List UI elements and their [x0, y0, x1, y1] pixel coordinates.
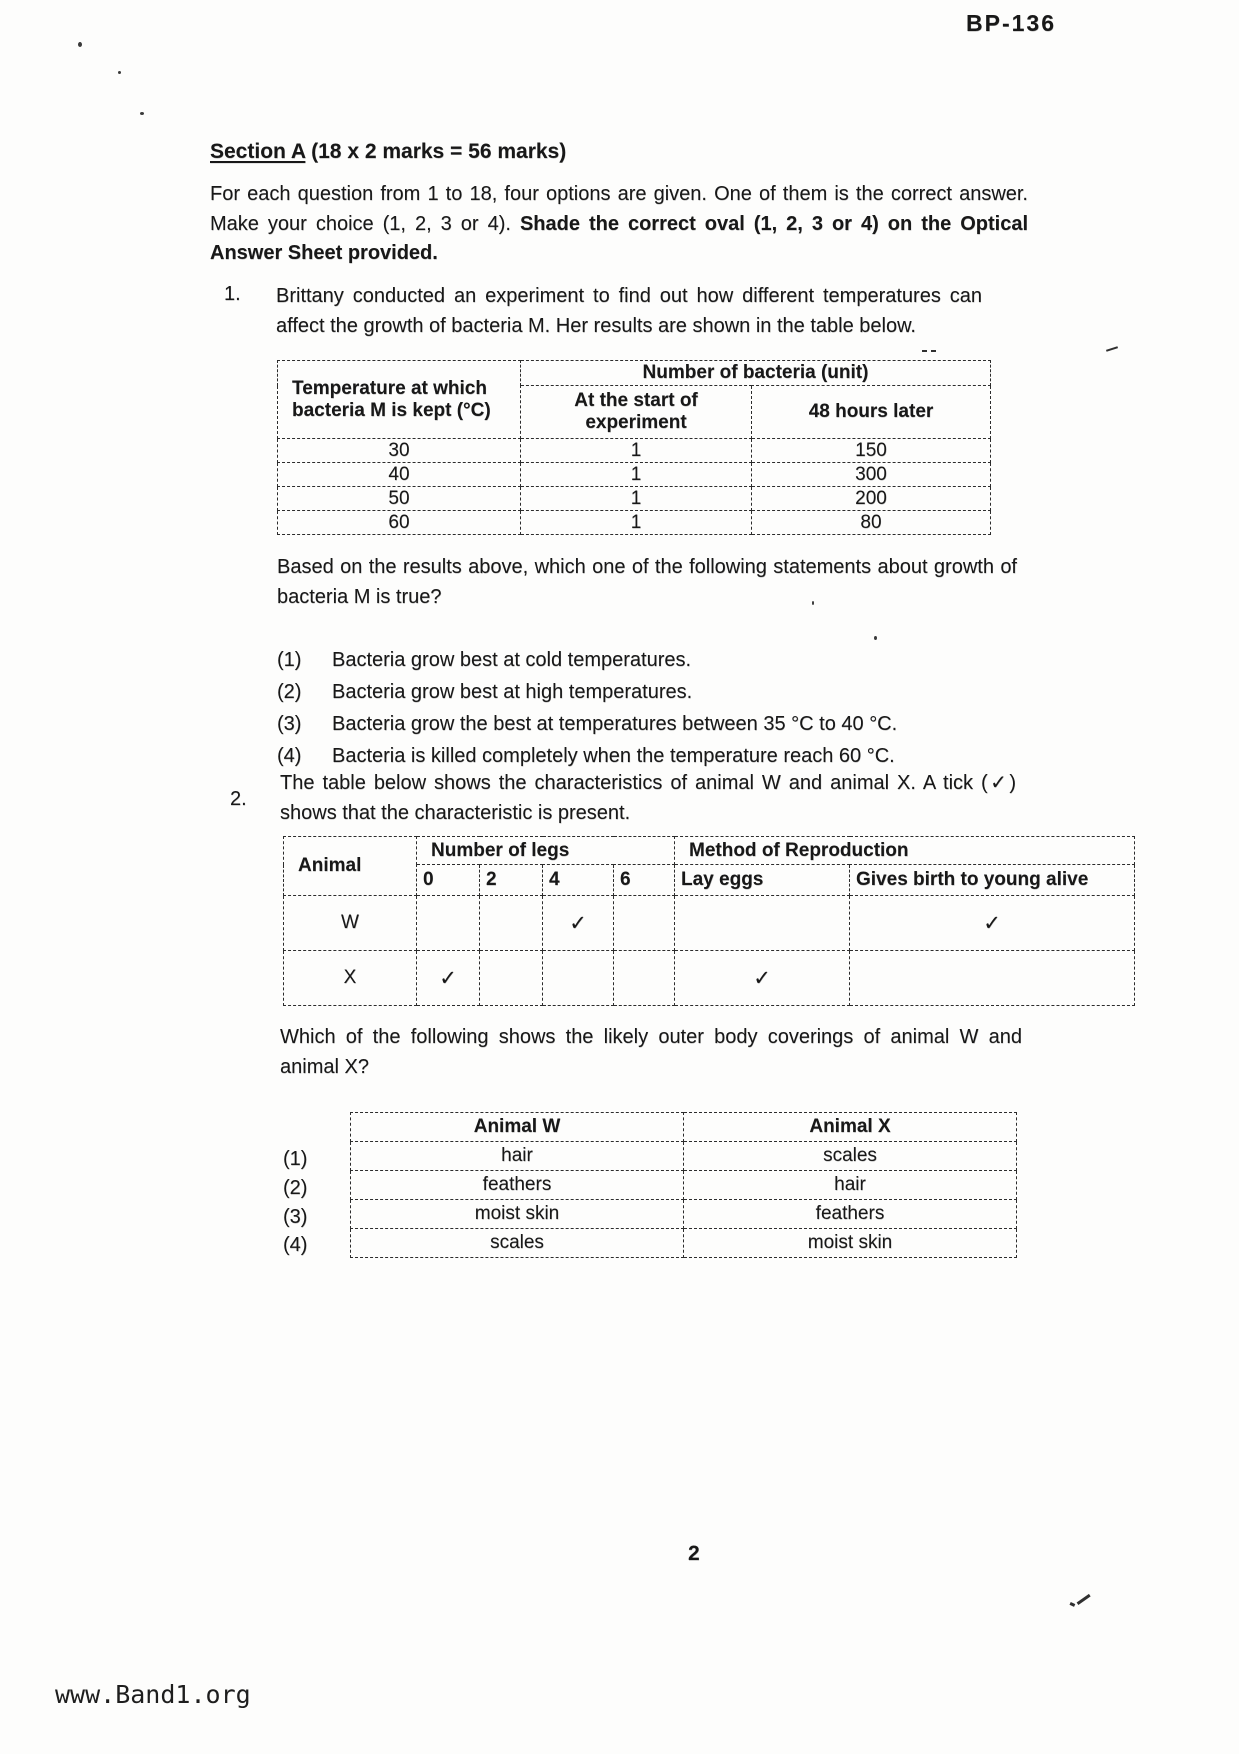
later-cell: 200 — [752, 487, 991, 511]
instructions-normal: For each question from 1 to 18, four options are given. One of them is the correct answer. Make your choice (1, 2, 3 or 4). — [210, 183, 1028, 235]
table-row — [278, 439, 991, 463]
table1-temp-header: Temperature at which bacteria M is kept (°C) — [278, 361, 521, 439]
section-heading — [210, 140, 566, 164]
covering-w-cell: scales — [351, 1229, 684, 1258]
scan-artifact — [874, 636, 877, 640]
start-cell: 1 — [521, 463, 752, 487]
tick-cell — [480, 896, 543, 951]
legs-col-header: 6 — [614, 865, 675, 896]
covering-x-cell: moist skin — [684, 1229, 1017, 1258]
option-number: (4) — [277, 745, 302, 767]
temp-cell: 60 — [278, 511, 521, 535]
animal-cell: W — [284, 896, 417, 951]
scan-artifact — [1070, 1602, 1076, 1606]
start-cell: 1 — [521, 439, 752, 463]
tick-cell: ✓ — [850, 896, 1135, 951]
scan-artifact — [118, 71, 121, 74]
option-3 — [277, 708, 897, 740]
start-cell: 1 — [521, 511, 752, 535]
table1-later-header: 48 hours later — [752, 386, 991, 439]
table-row — [284, 951, 1135, 1006]
covering-x-cell: scales — [684, 1142, 1017, 1171]
option-text: Bacteria is killed completely when the temperature reach 60 °C. — [332, 745, 895, 767]
option-label-3: (3) — [283, 1206, 308, 1228]
repro-col-header: Lay eggs — [675, 865, 850, 896]
option-2 — [277, 676, 897, 708]
question-1-number: 1. — [224, 283, 241, 305]
tick-cell — [614, 951, 675, 1006]
body-coverings-options-table — [350, 1112, 1017, 1258]
page-number: 2 — [688, 1542, 700, 1565]
animal-cell: X — [284, 951, 417, 1006]
temp-cell: 50 — [278, 487, 521, 511]
question-1-prompt: Brittany conducted an experiment to find out how different temperatures can affect the growth of bacteria M. Her results are shown in the table below. — [276, 285, 982, 337]
table-row — [278, 487, 991, 511]
start-cell: 1 — [521, 487, 752, 511]
animal-characteristics-table — [283, 836, 1135, 1006]
option-number: (1) — [277, 649, 302, 671]
tick-cell — [614, 896, 675, 951]
footer-site-url: www.Band1.org — [55, 1680, 251, 1709]
table-row — [351, 1142, 1017, 1171]
table3-header-w: Animal W — [351, 1113, 684, 1142]
temp-cell: 30 — [278, 439, 521, 463]
scan-artifact — [78, 42, 82, 47]
question-2-number: 2. — [230, 788, 247, 810]
section-instructions — [210, 180, 1028, 269]
option-label-4: (4) — [283, 1234, 308, 1256]
table-row — [351, 1171, 1017, 1200]
tick-cell: ✓ — [417, 951, 480, 1006]
scan-artifact — [1077, 1594, 1091, 1605]
option-label-2: (2) — [283, 1177, 308, 1199]
scan-artifact — [1106, 346, 1118, 352]
repro-col-header: Gives birth to young alive — [850, 865, 1135, 896]
covering-x-cell: feathers — [684, 1200, 1017, 1229]
covering-w-cell: feathers — [351, 1171, 684, 1200]
doc-code: BP-136 — [966, 10, 1056, 36]
tick-cell: ✓ — [675, 951, 850, 1006]
option-number: (2) — [277, 681, 302, 703]
question-2-prompt: The table below shows the characteristics of animal W and animal X. A tick (✓) shows that the characteristic is present. — [280, 772, 1016, 824]
table2-animal-header: Animal — [284, 837, 417, 896]
question-2-stem: Which of the following shows the likely outer body coverings of animal W and animal X? — [280, 1026, 1022, 1078]
instructions-bold: Shade the correct oval (1, 2, 3 or 4) on the Optical Answer Sheet provided. — [210, 212, 1028, 264]
table2-repro-group-header: Method of Reproduction — [675, 837, 1135, 865]
option-text: Bacteria grow best at high temperatures. — [332, 681, 693, 703]
question-1-options — [277, 644, 897, 772]
legs-col-header: 4 — [543, 865, 614, 896]
scan-artifact — [931, 350, 936, 352]
section-title: Section A — [210, 140, 306, 163]
table-row — [351, 1229, 1017, 1258]
tick-cell — [480, 951, 543, 1006]
table-row — [278, 463, 991, 487]
table1-start-header: At the start of experiment — [521, 386, 752, 439]
tick-cell: ✓ — [543, 896, 614, 951]
table1-group-header: Number of bacteria (unit) — [521, 361, 991, 386]
covering-x-cell: hair — [684, 1171, 1017, 1200]
tick-cell — [675, 896, 850, 951]
table-row — [351, 1200, 1017, 1229]
scan-artifact — [922, 350, 927, 352]
option-text: Bacteria grow best at cold temperatures. — [332, 649, 692, 671]
section-title-suffix: (18 x 2 marks = 56 marks) — [305, 140, 567, 163]
option-text: Bacteria grow the best at temperatures between 35 °C to 40 °C. — [332, 713, 898, 735]
covering-w-cell: moist skin — [351, 1200, 684, 1229]
option-number: (3) — [277, 713, 302, 735]
legs-col-header: 0 — [417, 865, 480, 896]
bacteria-results-table — [277, 360, 991, 535]
table2-legs-group-header: Number of legs — [417, 837, 675, 865]
table3-header-x: Animal X — [684, 1113, 1017, 1142]
tick-cell — [417, 896, 480, 951]
later-cell: 150 — [752, 439, 991, 463]
table-row — [278, 511, 991, 535]
tick-cell — [850, 951, 1135, 1006]
later-cell: 80 — [752, 511, 991, 535]
later-cell: 300 — [752, 463, 991, 487]
scan-artifact — [140, 112, 144, 115]
option-label-1: (1) — [283, 1148, 308, 1170]
temp-cell: 40 — [278, 463, 521, 487]
covering-w-cell: hair — [351, 1142, 684, 1171]
tick-cell — [543, 951, 614, 1006]
legs-col-header: 2 — [480, 865, 543, 896]
question-1-stem: Based on the results above, which one of the following statements about growth of bacteria M is true? — [277, 556, 1017, 608]
table-row — [284, 896, 1135, 951]
option-1 — [277, 644, 897, 676]
